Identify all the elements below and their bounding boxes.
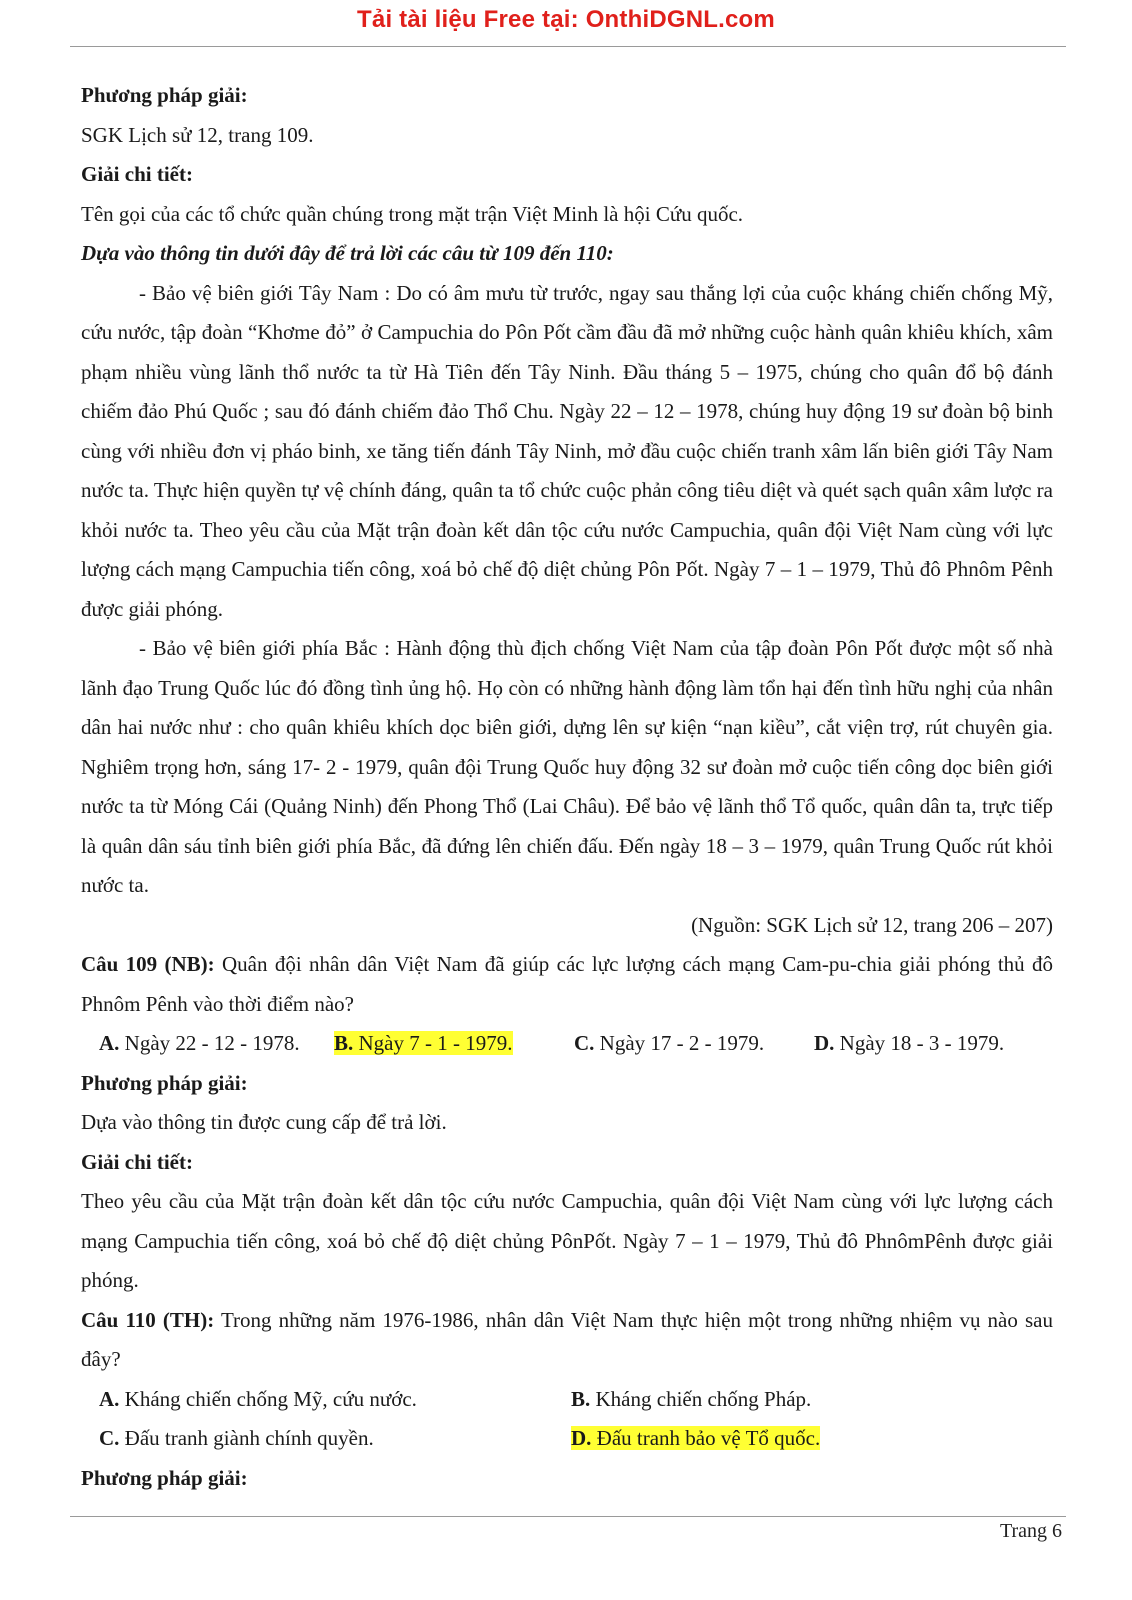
header-divider: [70, 46, 1066, 47]
option-text: Kháng chiến chống Mỹ, cứu nước.: [119, 1386, 417, 1411]
page-content: [81, 76, 1053, 1498]
question-110-label: Câu 110 (TH):: [81, 1307, 215, 1332]
question-110-text: Trong những năm 1976-1986, nhân dân Việt Nam thực hiện một trong những nhiệm vụ nào sau đây?: [81, 1307, 1053, 1371]
option-text: Đấu tranh bảo vệ Tổ quốc.: [591, 1426, 821, 1450]
option-110-d[interactable]: [571, 1419, 820, 1459]
option-text: Ngày 22 - 12 - 1978.: [119, 1031, 300, 1055]
question-109-label: Câu 109 (NB):: [81, 952, 215, 976]
option-letter: C.: [99, 1426, 120, 1450]
question-110-options-row-2: [81, 1419, 1053, 1459]
option-110-a[interactable]: [99, 1380, 571, 1420]
method-heading: Phương pháp giải:: [81, 83, 248, 107]
header-banner: Tải tài liệu Free tại: OnthiDGNL.com: [357, 6, 775, 33]
passage-paragraph-1: - Bảo vệ biên giới Tây Nam : Do có âm mưu từ trước, ngay sau thắng lợi của cuộc kháng chiến chống Mỹ, cứu nước, tập đoàn “Khơme đỏ” ở Campuchia do Pôn Pốt cầm đầu đã mở những cuộc hành quân khiêu khích, xâm phạm nhiều vùng lãnh thổ nước ta từ Hà Tiên đến Tây Ninh. Đầu tháng 5 – 1975, chúng cho quân đổ bộ đánh chiếm đảo Phú Quốc ; sau đó đánh chiếm đảo Thổ Chu. Ngày 22 – 12 – 1978, chúng huy động 19 sư đoàn bộ binh cùng với nhiều đơn vị pháo binh, xe tăng tiến đánh Tây Ninh, mở đầu cuộc chiến tranh xâm lấn biên giới Tây Nam nước ta. Thực hiện quyền tự vệ chính đáng, quân ta tổ chức cuộc phản công tiêu diệt và quét sạch quân xâm lược ra khỏi nước ta. Theo yêu cầu của Mặt trận đoàn kết dân tộc cứu nước Campuchia, quân đội Việt Nam cùng với lực lượng cách mạng Campuchia tiến công, xoá bỏ chế độ diệt chủng Pôn Pốt. Ngày 7 – 1 – 1979, Thủ đô Phnôm Pênh được giải phóng.: [81, 280, 1053, 621]
question-109-options: [81, 1024, 1053, 1064]
option-text: Ngày 17 - 2 - 1979.: [594, 1031, 765, 1055]
option-text: Ngày 7 - 1 - 1979.: [353, 1031, 513, 1055]
question-109-text: Quân đội nhân dân Việt Nam đã giúp các lực lượng cách mạng Cam-pu-chia giải phóng thủ đô Phnôm Pênh vào thời điểm nào?: [81, 952, 1054, 1016]
option-letter: D.: [571, 1426, 592, 1450]
footer-divider: [70, 1516, 1066, 1517]
question-110: [81, 1301, 1053, 1380]
option-109-b[interactable]: [334, 1024, 574, 1064]
option-110-c[interactable]: [99, 1419, 571, 1459]
option-letter: A.: [99, 1386, 120, 1411]
option-text: Đấu tranh giành chính quyền.: [119, 1426, 374, 1450]
option-letter: B.: [334, 1031, 354, 1055]
option-letter: D.: [814, 1031, 835, 1055]
detail-heading: Giải chi tiết:: [81, 1149, 193, 1174]
question-110-options-row-1: [81, 1380, 1053, 1420]
prev-detail-text: Tên gọi của các tổ chức quần chúng trong mặt trận Việt Minh là hội Cứu quốc.: [81, 201, 744, 226]
option-109-a[interactable]: [99, 1024, 334, 1064]
prev-method-text: SGK Lịch sử 12, trang 109.: [81, 122, 314, 147]
q109-detail-text: Theo yêu cầu của Mặt trận đoàn kết dân tộc cứu nước Campuchia, quân đội Việt Nam cùng với lực lượng cách mạng Campuchia tiến công, xoá bỏ chế độ diệt chủng PônPốt. Ngày 7 – 1 – 1979, Thủ đô PhnômPênh được giải phóng.: [81, 1189, 1053, 1292]
option-109-d[interactable]: [814, 1024, 1004, 1064]
method-heading: Phương pháp giải:: [81, 1070, 248, 1095]
option-110-b[interactable]: [571, 1380, 811, 1420]
option-text: Ngày 18 - 3 - 1979.: [834, 1031, 1005, 1055]
passage-paragraph-2: - Bảo vệ biên giới phía Bắc : Hành động thù địch chống Việt Nam của tập đoàn Pôn Pốt được một số nhà lãnh đạo Trung Quốc lúc đó đồng tình ủng hộ. Họ còn có những hành động làm tổn hại đến tình hữu nghị của nhân dân hai nước như : cho quân khiêu khích dọc biên giới, dựng lên sự kiện “nạn kiều”, cắt viện trợ, rút chuyên gia. Nghiêm trọng hơn, sáng 17- 2 - 1979, quân đội Trung Quốc huy động 32 sư đoàn mở cuộc tiến công dọc biên giới nước ta từ Móng Cái (Quảng Ninh) đến Phong Thổ (Lai Châu). Để bảo vệ lãnh thổ Tổ quốc, quân dân ta, trực tiếp là quân dân sáu tỉnh biên giới phía Bắc, đã đứng lên chiến đấu. Đến ngày 18 – 3 – 1979, quân Trung Quốc rút khỏi nước ta.: [81, 636, 1053, 897]
method-heading: Phương pháp giải:: [81, 1465, 248, 1490]
question-109: [81, 945, 1053, 1024]
page-number: Trang 6: [999, 1520, 1062, 1542]
option-text: Kháng chiến chống Pháp.: [590, 1386, 812, 1411]
option-letter: A.: [99, 1031, 120, 1055]
passage-source: (Nguồn: SGK Lịch sử 12, trang 206 – 207): [691, 912, 1053, 937]
option-letter: B.: [571, 1386, 591, 1411]
q109-method-text: Dựa vào thông tin được cung cấp để trả lời.: [81, 1110, 447, 1134]
option-109-c[interactable]: [574, 1024, 814, 1064]
option-letter: C.: [574, 1031, 595, 1055]
passage-intro: Dựa vào thông tin dưới đây để trả lời các câu từ 109 đến 110:: [81, 241, 614, 265]
detail-heading: Giải chi tiết:: [81, 162, 193, 186]
